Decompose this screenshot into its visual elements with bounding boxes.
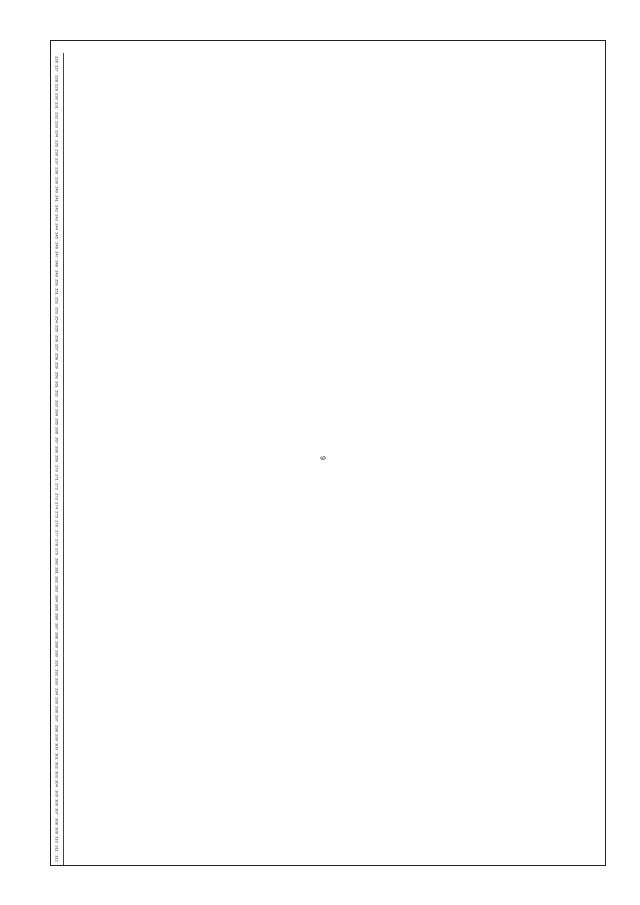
row-number: 245 xyxy=(54,232,60,240)
row-number: 296 xyxy=(54,706,60,713)
row-number: 272 xyxy=(54,483,60,491)
row-number: 310 xyxy=(54,836,60,843)
row-number: 276 xyxy=(54,520,60,528)
row-number: 308 xyxy=(54,817,60,825)
row-number: 284 xyxy=(54,594,60,602)
row-number: 260 xyxy=(54,371,60,379)
row-number: 290 xyxy=(54,650,60,658)
row-number: 253 xyxy=(54,306,60,314)
row-number: 228 xyxy=(54,74,60,82)
row-number: 259 xyxy=(54,362,60,370)
row-number: 265 xyxy=(54,418,60,426)
row-number: 299 xyxy=(54,734,60,741)
row-number: 278 xyxy=(54,539,60,546)
row-number: 288 xyxy=(54,631,60,639)
row-number: 241 xyxy=(54,195,60,203)
row-number: 271 xyxy=(54,474,60,481)
row-number: 226 xyxy=(54,56,60,63)
row-number: 311 xyxy=(54,845,60,853)
row-number: 291 xyxy=(54,659,60,667)
data-table xyxy=(50,40,606,866)
row-number: 307 xyxy=(54,808,60,816)
row-number: 252 xyxy=(54,297,60,305)
row-number: 257 xyxy=(54,344,60,351)
row-number: 287 xyxy=(54,622,60,630)
row-number: 274 xyxy=(54,501,60,509)
row-number: 242 xyxy=(54,204,60,212)
row-number: 279 xyxy=(54,548,60,556)
row-number: 254 xyxy=(54,316,60,323)
row-number: 273 xyxy=(54,492,60,500)
row-number: 238 xyxy=(54,167,60,175)
row-number: 305 xyxy=(54,789,60,797)
row-number: 292 xyxy=(54,669,60,676)
row-number: 309 xyxy=(54,827,60,834)
row-number: 280 xyxy=(54,557,60,565)
row-number: 234 xyxy=(54,130,60,138)
row-number: 298 xyxy=(54,724,60,732)
row-number: 227 xyxy=(54,65,60,73)
page-number: 9 xyxy=(318,456,326,460)
row-number: 232 xyxy=(54,111,60,119)
row-number: 233 xyxy=(54,121,60,128)
row-number: 237 xyxy=(54,158,60,165)
row-number: 239 xyxy=(54,176,60,184)
row-number: 302 xyxy=(54,761,60,769)
row-number: 289 xyxy=(54,641,60,648)
row-number: 306 xyxy=(54,799,60,806)
row-number: 286 xyxy=(54,613,60,621)
row-number: 236 xyxy=(54,149,60,156)
row-number: 269 xyxy=(54,455,60,463)
row-number: 243 xyxy=(54,214,60,221)
row-number: 301 xyxy=(54,752,60,760)
row-number: 229 xyxy=(54,84,60,91)
row-number: 256 xyxy=(54,334,60,342)
row-number: 250 xyxy=(54,279,60,286)
row-number: 275 xyxy=(54,511,60,518)
row-number: 283 xyxy=(54,585,60,593)
row-number: 304 xyxy=(54,780,60,788)
row-number: 312 xyxy=(54,854,60,862)
row-number: 247 xyxy=(54,251,60,258)
row-number: 264 xyxy=(54,409,60,416)
row-number: 246 xyxy=(54,241,60,249)
row-number: 255 xyxy=(54,325,60,333)
row-number: 251 xyxy=(54,288,60,296)
row-number: 293 xyxy=(54,678,60,686)
row-number: 295 xyxy=(54,696,60,704)
row-number: 240 xyxy=(54,186,60,193)
row-number-column xyxy=(51,53,64,865)
row-number: 281 xyxy=(54,566,60,574)
row-number: 262 xyxy=(54,390,60,398)
row-number: 285 xyxy=(54,604,60,611)
row-number: 277 xyxy=(54,529,60,537)
row-number: 249 xyxy=(54,269,60,277)
row-number: 300 xyxy=(54,743,60,751)
row-number: 263 xyxy=(54,399,60,407)
row-number: 235 xyxy=(54,139,60,147)
row-number: 282 xyxy=(54,576,60,583)
row-number: 231 xyxy=(54,102,60,110)
row-number: 258 xyxy=(54,353,60,361)
row-number: 303 xyxy=(54,771,60,778)
row-number: 244 xyxy=(54,223,60,231)
row-number: 268 xyxy=(54,446,60,453)
row-number: 248 xyxy=(54,260,60,268)
row-number: 297 xyxy=(54,715,60,723)
row-number: 294 xyxy=(54,687,60,695)
row-number: 266 xyxy=(54,427,60,435)
row-number: 267 xyxy=(54,436,60,444)
row-number: 230 xyxy=(54,93,60,100)
row-number: 270 xyxy=(54,464,60,472)
row-number: 261 xyxy=(54,381,60,388)
